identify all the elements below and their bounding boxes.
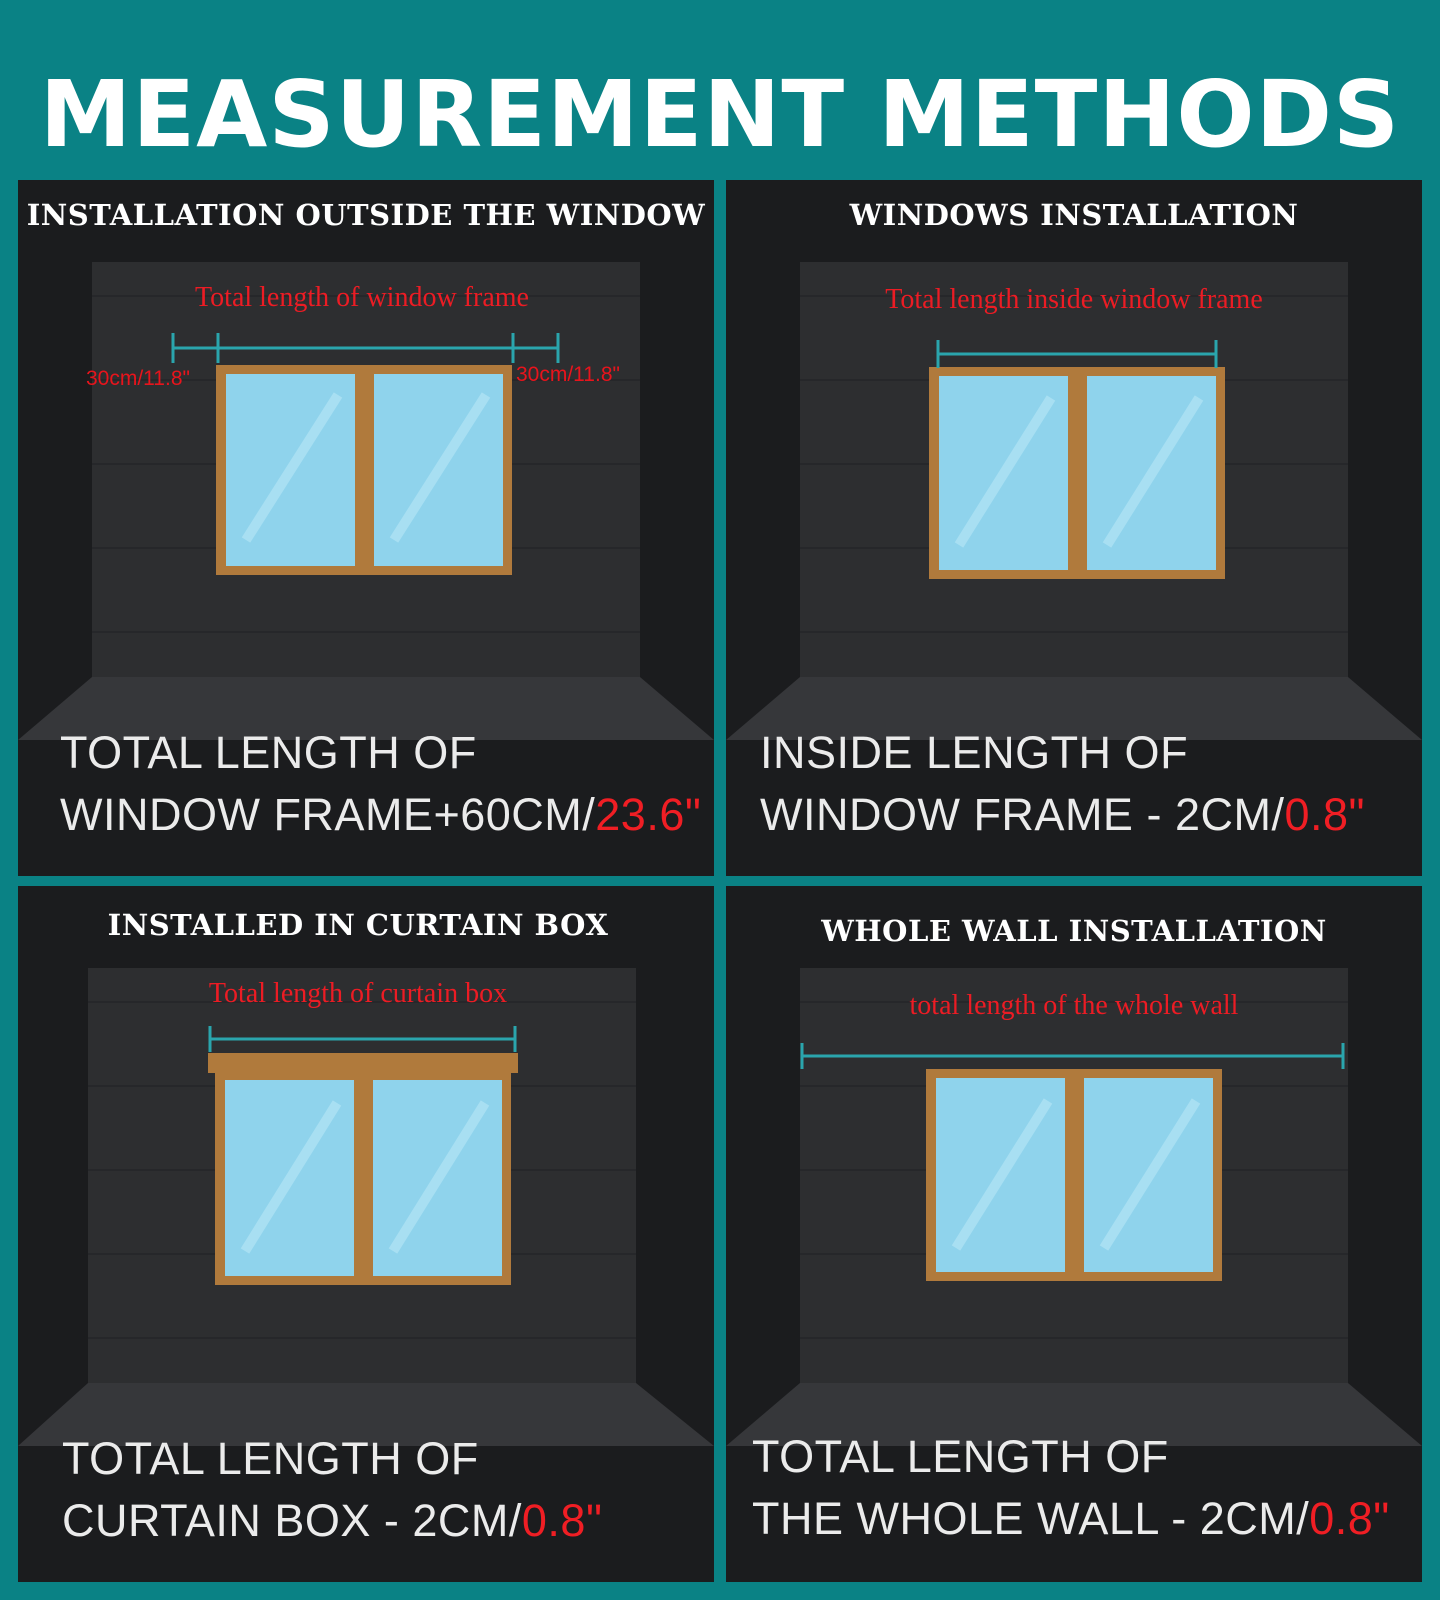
side-label-left: 30cm/11.8" <box>86 367 190 390</box>
formula <box>60 722 700 846</box>
formula <box>62 1428 702 1552</box>
panel-title: WINDOWS INSTALLATION <box>849 198 1299 232</box>
panel-whole-wall <box>726 886 1422 1582</box>
formula <box>760 722 1400 846</box>
formula-highlight: 0.8" <box>521 1495 603 1546</box>
formula-highlight: 0.8" <box>1309 1493 1390 1544</box>
panel-outside-window <box>18 180 714 876</box>
formula-line2: WINDOW FRAME+60CM/ <box>60 789 596 840</box>
curtain-box <box>208 1053 518 1073</box>
formula-line2-wrap <box>62 1490 702 1552</box>
formula-highlight: 0.8" <box>1284 789 1365 840</box>
formula <box>752 1426 1392 1550</box>
panel-title: WHOLE WALL INSTALLATION <box>821 914 1327 948</box>
formula-line2: WINDOW FRAME - 2CM/ <box>760 789 1285 840</box>
measure-label: total length of the whole wall <box>909 990 1239 1021</box>
panel-curtain-box <box>18 886 714 1582</box>
measure-label: Total length of curtain box <box>208 978 508 1009</box>
formula-line2-wrap <box>60 784 700 846</box>
page-title: MEASUREMENT METHODS <box>39 61 1401 168</box>
panel-title: INSTALLED IN CURTAIN BOX <box>107 908 609 942</box>
formula-line2: THE WHOLE WALL - 2CM/ <box>752 1493 1310 1544</box>
side-label-right: 30cm/11.8" <box>516 363 620 386</box>
panel-windows-installation <box>726 180 1422 876</box>
formula-line1: TOTAL LENGTH OF <box>62 1433 479 1484</box>
formula-highlight: 23.6" <box>595 789 702 840</box>
formula-line1: INSIDE LENGTH OF <box>760 727 1189 778</box>
formula-line2: CURTAIN BOX - 2CM/ <box>62 1495 522 1546</box>
formula-line1: TOTAL LENGTH OF <box>752 1431 1169 1482</box>
measure-label: Total length of window frame <box>195 282 529 313</box>
measure-label: Total length inside window frame <box>885 284 1263 315</box>
panel-title: INSTALLATION OUTSIDE THE WINDOW <box>26 198 706 232</box>
formula-line2-wrap <box>752 1488 1392 1550</box>
formula-line2-wrap <box>760 784 1400 846</box>
formula-line1: TOTAL LENGTH OF <box>60 727 477 778</box>
